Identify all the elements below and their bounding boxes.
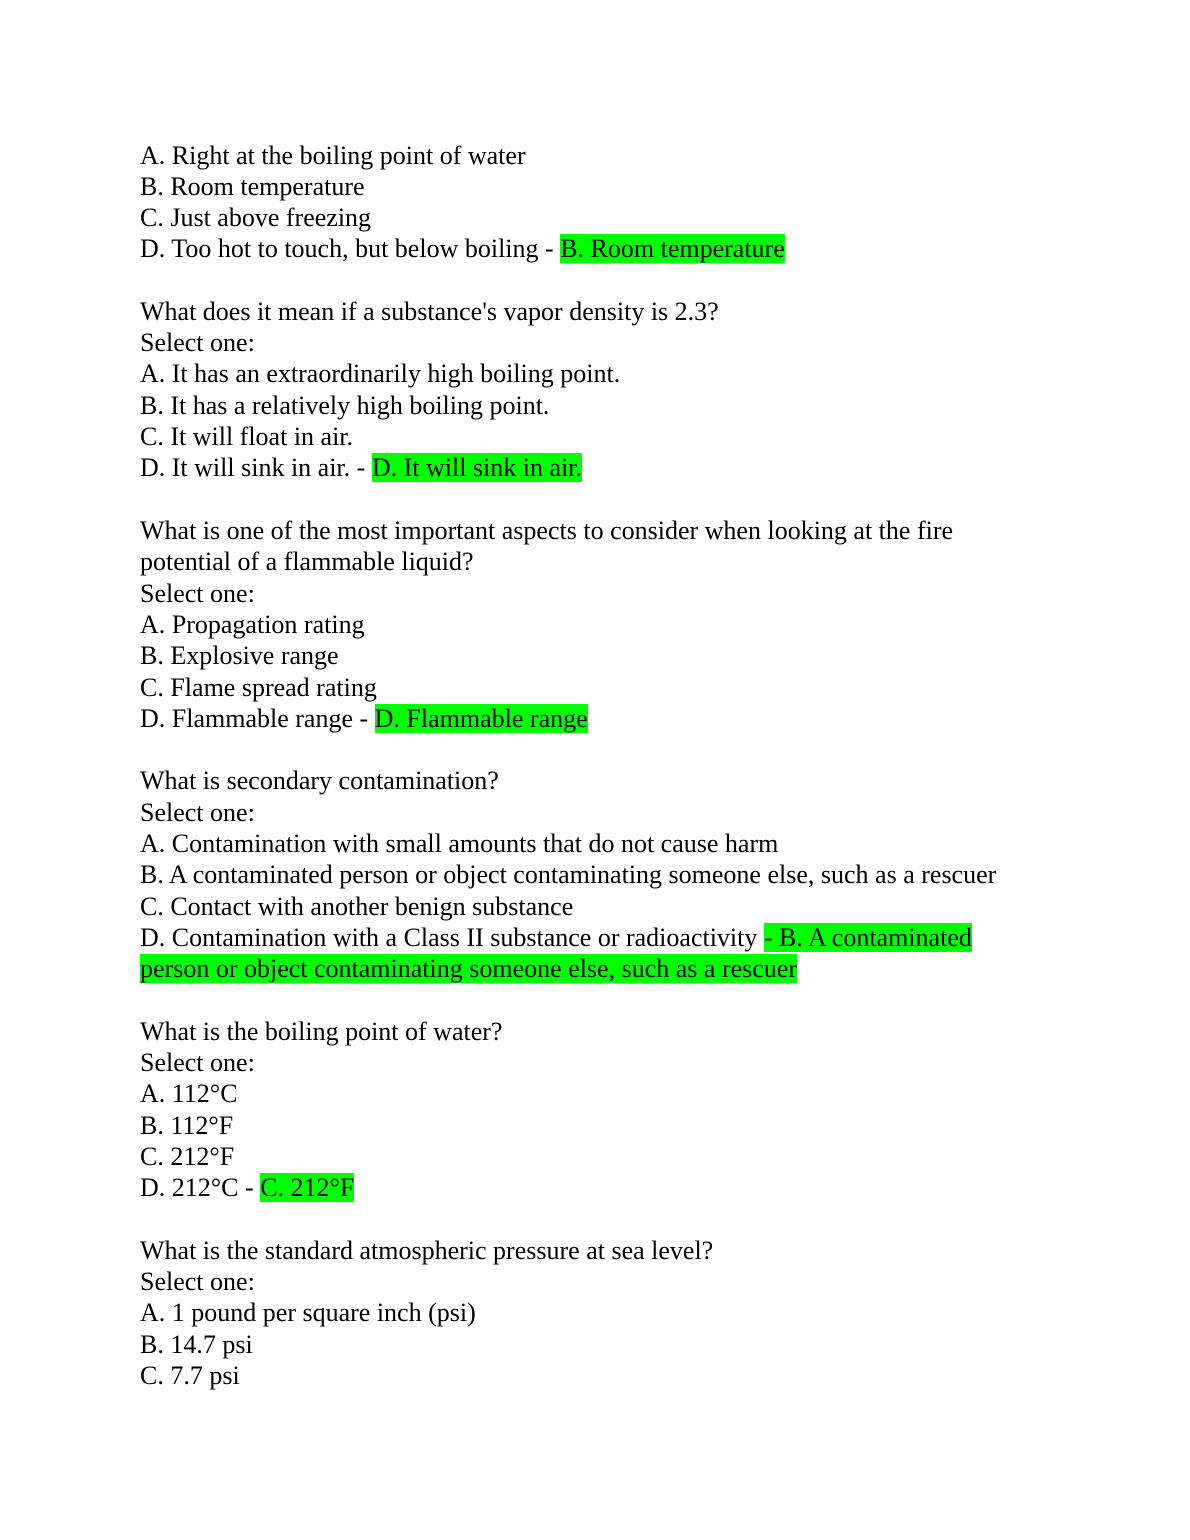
option-b: B. 14.7 psi (140, 1330, 253, 1359)
answer-highlight-line1: - B. A contaminated (763, 923, 972, 952)
select-one-label: Select one: (140, 1048, 255, 1077)
select-one-label: Select one: (140, 1267, 255, 1296)
option-d (140, 452, 582, 483)
question-text: What is secondary contamination? (140, 766, 499, 795)
answer-highlight: D. Flammable range (374, 704, 588, 733)
option-a: A. Contamination with small amounts that do not cause harm (140, 829, 779, 858)
option-b: B. It has a relatively high boiling point. (140, 391, 550, 420)
option-a: A. Propagation rating (140, 610, 365, 639)
option-d-text: D. Flammable range - (140, 704, 375, 733)
option-c: C. Contact with another benign substance (140, 892, 574, 921)
option-c: C. 7.7 psi (140, 1361, 240, 1390)
option-b: B. Explosive range (140, 641, 339, 670)
option-d-text: D. It will sink in air. - (140, 453, 372, 482)
option-a: A. 112°C (140, 1079, 238, 1108)
option-d (140, 703, 588, 734)
option-c: C. Flame spread rating (140, 673, 377, 702)
question-text: What is the standard atmospheric pressure at sea level? (140, 1236, 714, 1265)
select-one-label: Select one: (140, 579, 255, 608)
option-d-text: D. 212°C - (140, 1173, 261, 1202)
question-text-line1: What is one of the most important aspects to consider when looking at the fire (140, 516, 954, 545)
option-d (140, 922, 972, 953)
option-b: B. A contaminated person or object contaminating someone else, such as a rescuer (140, 860, 997, 889)
option-d (140, 233, 785, 264)
option-c: C. It will float in air. (140, 422, 354, 451)
option-d (140, 1172, 354, 1203)
question-text: What is the boiling point of water? (140, 1017, 503, 1046)
option-a: A. It has an extraordinarily high boiling point. (140, 359, 621, 388)
question-text-line2: potential of a flammable liquid? (140, 547, 474, 576)
answer-highlight-line2: person or object contaminating someone else, such as a rescuer (140, 954, 797, 983)
option-a: A. Right at the boiling point of water (140, 141, 526, 170)
select-one-label: Select one: (140, 798, 255, 827)
answer-highlight: B. Room temperature (560, 234, 785, 263)
option-b: B. 112°F (140, 1111, 234, 1140)
option-a: A. 1 pound per square inch (psi) (140, 1298, 476, 1327)
option-c: C. Just above freezing (140, 203, 372, 232)
select-one-label: Select one: (140, 328, 255, 357)
option-d-text: D. Contamination with a Class II substance or radioactivity (140, 923, 764, 952)
answer-highlight: D. It will sink in air. (371, 453, 582, 482)
option-d-text: D. Too hot to touch, but below boiling - (140, 234, 561, 263)
option-c: C. 212°F (140, 1142, 235, 1171)
answer-highlight: C. 212°F (260, 1173, 355, 1202)
question-text: What does it mean if a substance's vapor density is 2.3? (140, 297, 719, 326)
option-b: B. Room temperature (140, 172, 365, 201)
answer-line2 (140, 953, 797, 984)
